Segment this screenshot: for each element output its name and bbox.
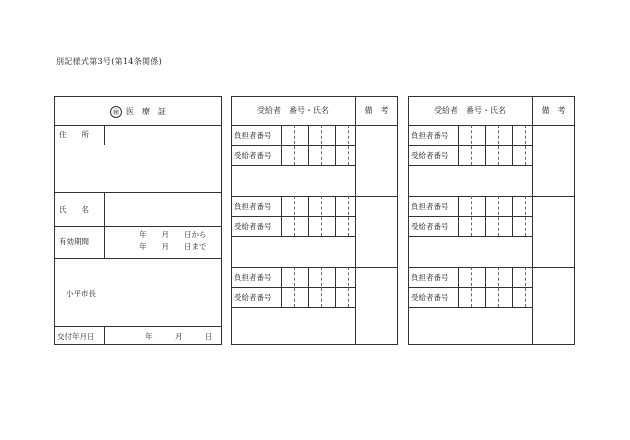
- remarks-header: 備 考: [364, 106, 389, 115]
- issuer-name: 小平市長: [66, 289, 96, 298]
- validity-label: 有効期間: [59, 237, 89, 246]
- burden-number-label: 負担者番号: [234, 202, 272, 211]
- recipient-number-label: 受給者番号: [234, 222, 272, 231]
- recipient-number-label: 受給者番号: [411, 222, 449, 231]
- recipient-number-label: 受給者番号: [234, 151, 272, 160]
- burden-number-label: 負担者番号: [234, 131, 272, 140]
- burden-number-label: 負担者番号: [234, 273, 272, 282]
- address-label: 住 所: [59, 130, 89, 139]
- certificate-title-text: 医 療 証: [126, 107, 166, 116]
- recipient-number-label: 受給者番号: [411, 151, 449, 160]
- validity-to: 年 月 日まで: [139, 242, 207, 251]
- certificate-title: [54, 106, 222, 118]
- seal-icon: ㊙: [110, 106, 122, 118]
- issue-date-value: 年 月 日: [145, 332, 213, 341]
- recipient-header: 受給者 番号・氏名: [257, 106, 329, 115]
- burden-number-label: 負担者番号: [411, 131, 449, 140]
- burden-number-label: 負担者番号: [411, 273, 449, 282]
- form-heading: 別記様式第3号(第14条関係): [56, 57, 163, 66]
- name-label: 氏 名: [59, 205, 89, 214]
- recipient-number-label: 受給者番号: [411, 293, 449, 302]
- validity-from: 年 月 日から: [139, 230, 207, 239]
- recipient-header: 受給者 番号・氏名: [434, 106, 506, 115]
- remarks-header: 備 考: [541, 106, 566, 115]
- recipient-number-label: 受給者番号: [234, 293, 272, 302]
- burden-number-label: 負担者番号: [411, 202, 449, 211]
- issue-date-label: 交付年月日: [57, 332, 95, 341]
